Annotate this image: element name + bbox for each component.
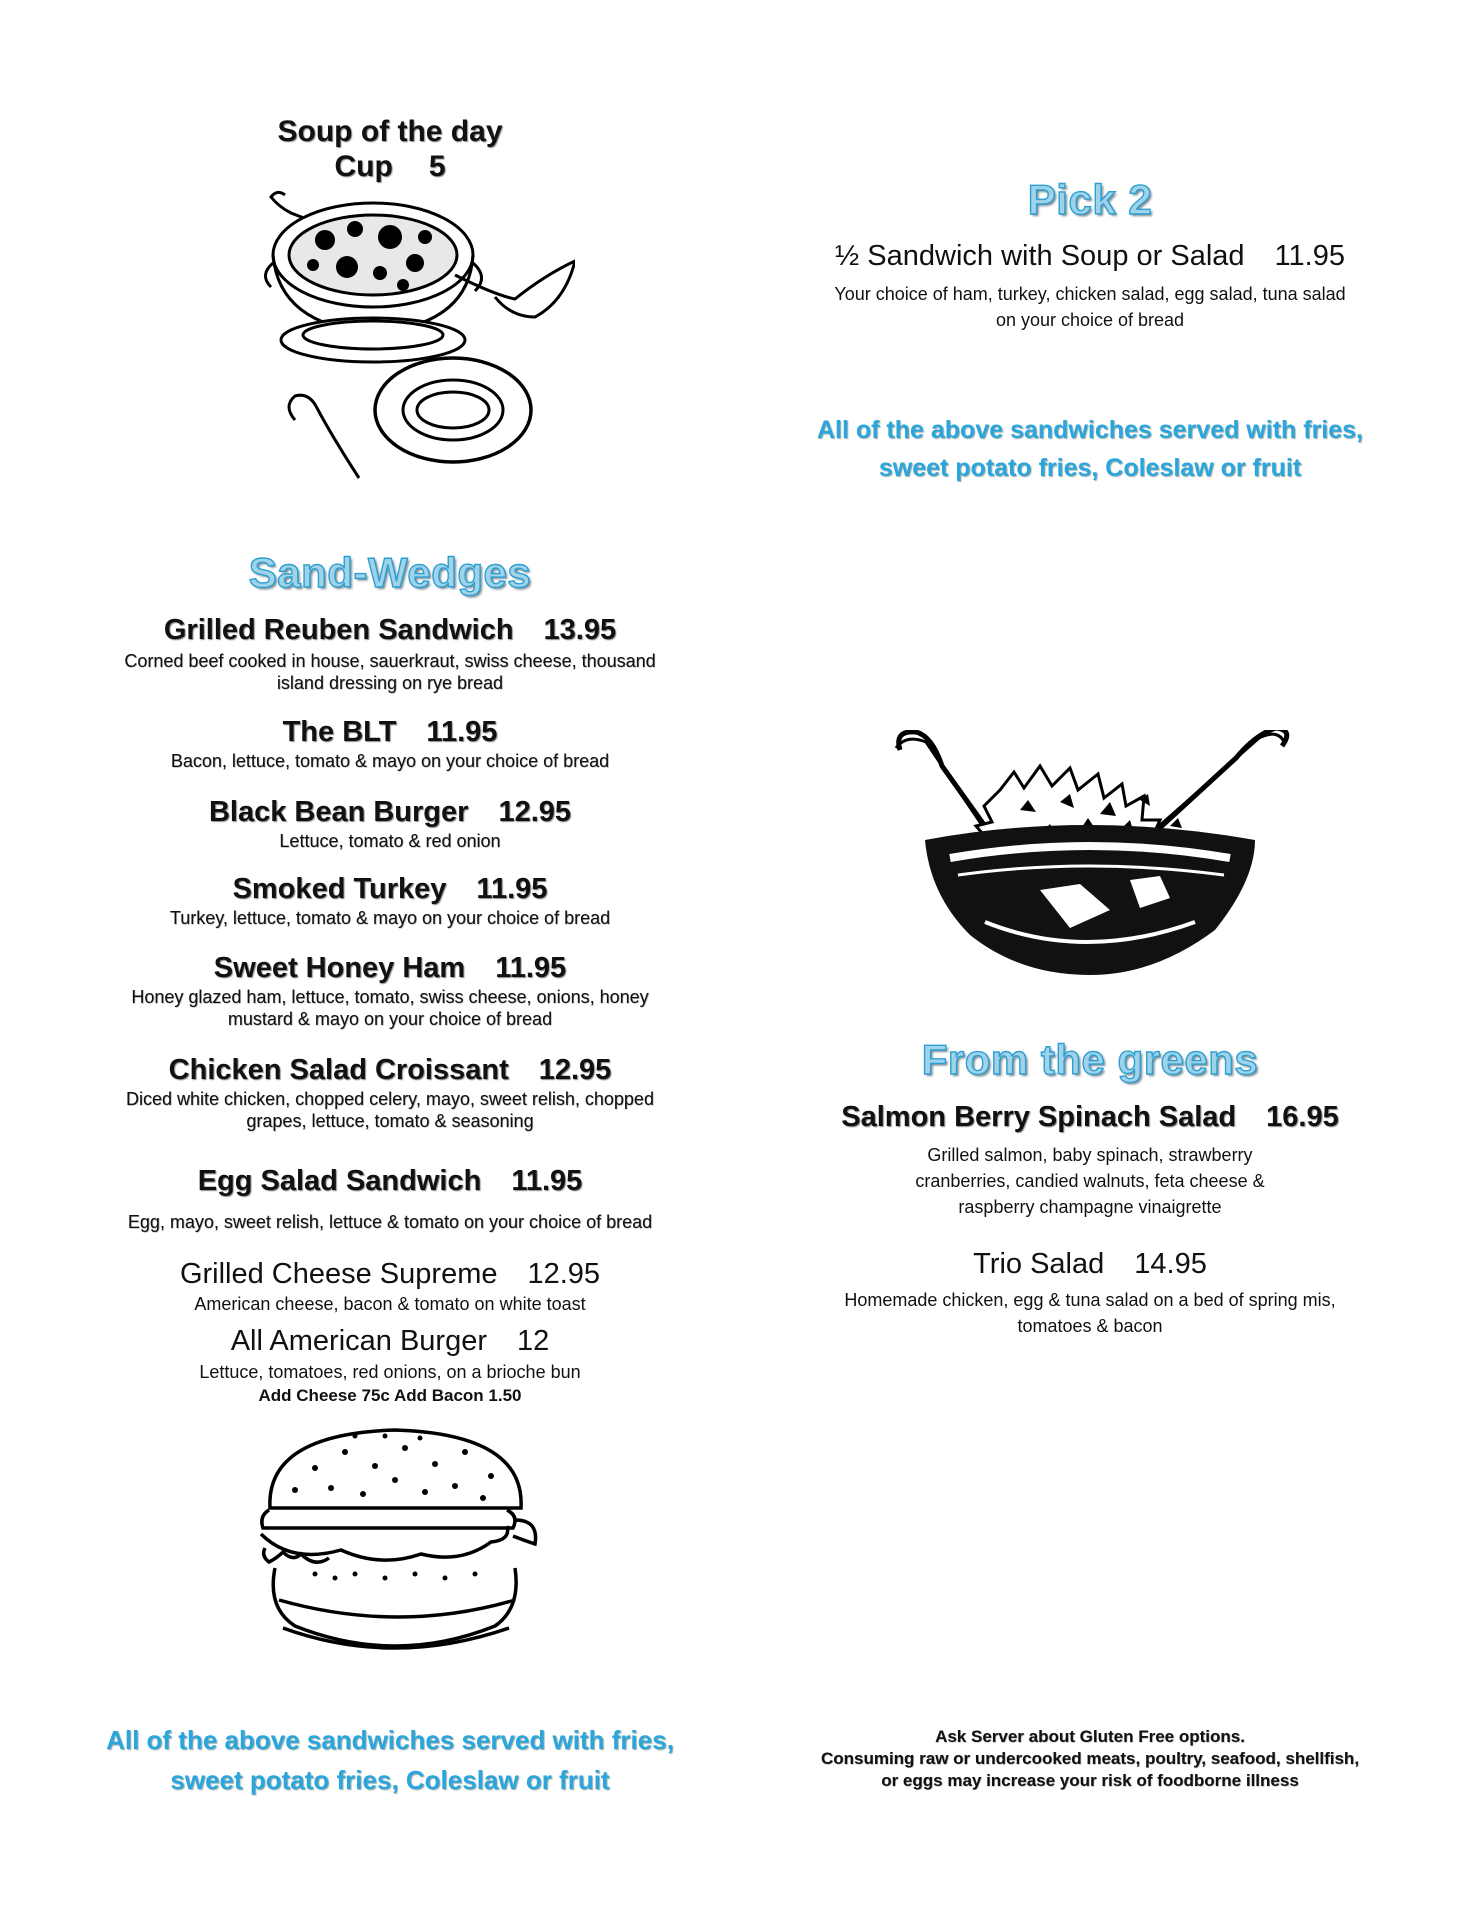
item-desc: Diced white chicken, chopped celery, mayo, sweet relish, chopped grapes, lettuce, tomato & seasoning — [126, 1089, 654, 1131]
item-name: Grilled Reuben Sandwich — [163, 614, 514, 646]
item-desc: Lettuce, tomatoes, red onions, on a brioche bun — [199, 1362, 581, 1382]
soup-cup-label: Cup — [334, 150, 393, 183]
sandwedges-title: Sand-Wedges — [248, 549, 532, 596]
item-desc-2: tomatoes & bacon — [1017, 1316, 1163, 1336]
item-desc-1: Homemade chicken, egg & tuna salad on a bed of spring mis, — [844, 1290, 1336, 1310]
item-name: The BLT — [282, 716, 397, 748]
item-desc: Bacon, lettuce, tomato & mayo on your choice of bread — [170, 751, 610, 771]
item-price: 11.95 — [511, 1165, 583, 1197]
menu-item-salmon-berry-spinach — [790, 1098, 1390, 1220]
pick2-item-desc-1: Your choice of ham, turkey, chicken salad, egg salad, tuna salad — [834, 284, 1346, 304]
item-desc-3: raspberry champagne vinaigrette — [958, 1197, 1222, 1217]
item-name: All American Burger — [230, 1325, 487, 1357]
item-name: Trio Salad — [973, 1248, 1105, 1280]
pick2-item-name-line — [790, 237, 1390, 275]
gluten-free-note: Ask Server about Gluten Free options. — [935, 1727, 1245, 1746]
food-safety-note-1: Consuming raw or undercooked meats, poultry, seafood, shellfish, — [820, 1749, 1360, 1768]
allergy-notice — [770, 1726, 1410, 1792]
pick2-item-desc-2: on your choice of bread — [995, 310, 1185, 330]
food-safety-note-2: or eggs may increase your risk of foodborne illness — [881, 1771, 1299, 1790]
menu-item-grilled-cheese — [96, 1256, 684, 1316]
item-price: 11.95 — [476, 873, 548, 905]
pick2-title: Pick 2 — [1027, 176, 1153, 223]
item-price: 14.95 — [1134, 1248, 1207, 1280]
item-price: 12.95 — [498, 796, 572, 828]
salad-bowl-icon — [880, 730, 1300, 985]
pick2-note-1: All of the above sandwiches served with fries, — [817, 416, 1363, 444]
item-desc: Lettuce, tomato & red onion — [279, 831, 501, 851]
item-price: 11.95 — [426, 716, 498, 748]
item-desc: Turkey, lettuce, tomato & mayo on your choice of bread — [169, 908, 611, 928]
menu-item-sweet-honey-ham — [96, 950, 684, 1030]
item-desc: Egg, mayo, sweet relish, lettuce & tomato on your choice of bread — [127, 1212, 653, 1232]
menu-item-smoked-turkey — [96, 871, 684, 929]
menu-item-blt — [96, 714, 684, 772]
burger-icon — [255, 1428, 545, 1663]
item-name: Grilled Cheese Supreme — [179, 1258, 498, 1290]
menu-item-all-american-burger — [96, 1323, 684, 1407]
item-name: Black Bean Burger — [208, 796, 469, 828]
pick2-note-2: sweet potato fries, Coleslaw or fruit — [878, 454, 1302, 482]
sandwedges-note-1: All of the above sandwiches served with fries, — [106, 1725, 674, 1755]
item-name: Salmon Berry Spinach Salad — [841, 1101, 1237, 1133]
item-price: 12 — [517, 1325, 550, 1357]
greens-section — [790, 1035, 1390, 1085]
item-price: 12.95 — [527, 1258, 601, 1290]
sandwedges-section — [96, 548, 684, 598]
sandwedges-note-2: sweet potato fries, Coleslaw or fruit — [170, 1765, 610, 1795]
item-addons: Add Cheese 75c Add Bacon 1.50 — [258, 1386, 522, 1405]
item-price: 12.95 — [538, 1054, 612, 1086]
item-desc: Corned beef cooked in house, sauerkraut, swiss cheese, thousand island dressing on rye bread — [124, 651, 656, 693]
menu-item-trio-salad — [790, 1245, 1390, 1339]
menu-item-black-bean-burger — [96, 794, 684, 852]
item-price: 16.95 — [1266, 1101, 1339, 1133]
pick2-item-name: ½ Sandwich with Soup or Salad — [835, 240, 1245, 272]
item-name: Chicken Salad Croissant — [168, 1054, 509, 1086]
item-name: Smoked Turkey — [232, 873, 447, 905]
item-price: 13.95 — [543, 614, 617, 646]
pick2-item-price: 11.95 — [1274, 240, 1345, 272]
soup-block — [230, 114, 550, 184]
soup-title: Soup of the day — [277, 115, 503, 148]
item-price: 11.95 — [495, 952, 567, 984]
item-desc-2: cranberries, candied walnuts, feta cheese & — [915, 1171, 1265, 1191]
item-desc: American cheese, bacon & tomato on white toast — [194, 1294, 586, 1314]
pick2-section — [790, 175, 1390, 487]
item-name: Sweet Honey Ham — [213, 952, 466, 984]
item-name: Egg Salad Sandwich — [197, 1165, 482, 1197]
menu-item-chicken-salad-croissant — [96, 1052, 684, 1132]
soup-pot-icon — [255, 185, 575, 485]
menu-item-reuben — [96, 612, 684, 694]
soup-price-line — [230, 150, 550, 184]
menu-item-egg-salad — [96, 1163, 684, 1233]
soup-price: 5 — [428, 150, 446, 183]
item-desc-1: Grilled salmon, baby spinach, strawberry — [927, 1145, 1253, 1165]
sandwedges-note — [96, 1720, 684, 1800]
greens-title: From the greens — [921, 1036, 1259, 1083]
item-desc: Honey glazed ham, lettuce, tomato, swiss cheese, onions, honey mustard & mayo on your choice of bread — [131, 987, 649, 1029]
